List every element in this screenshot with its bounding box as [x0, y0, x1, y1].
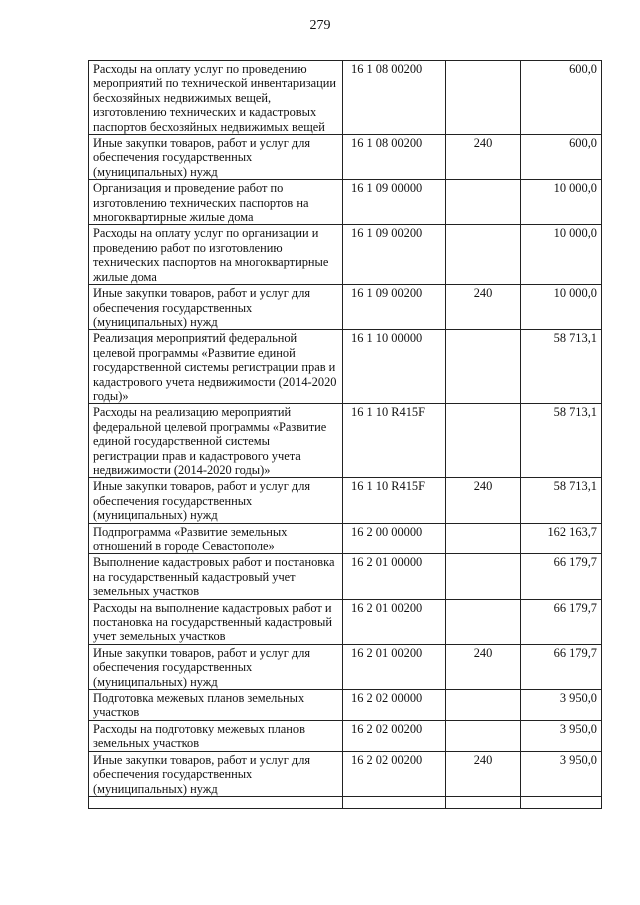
expense-type-cell [446, 523, 521, 554]
table-row [89, 644, 602, 689]
target-article-cell: 16 2 01 00200 [343, 644, 446, 689]
expense-name-cell: Иные закупки товаров, работ и услуг для обеспечения государственных (муниципальных) нужд [89, 285, 343, 330]
table-row [89, 751, 602, 796]
empty-cell [446, 796, 521, 808]
expense-name-cell: Иные закупки товаров, работ и услуг для обеспечения государственных (муниципальных) нужд [89, 751, 343, 796]
table-row [89, 180, 602, 225]
expense-name-cell: Расходы на оплату услуг по проведению мероприятий по технической инвентаризации бесхозяйных недвижимых вещей, изготовлению технических и кадастровых паспортов бесхозяйных недвижимых вещей [89, 61, 343, 135]
amount-cell: 10 000,0 [521, 285, 602, 330]
amount-cell: 58 713,1 [521, 330, 602, 404]
target-article-cell: 16 1 10 R415F [343, 478, 446, 523]
page-number: 279 [309, 18, 331, 33]
expense-type-cell [446, 690, 521, 721]
expense-type-cell [446, 554, 521, 599]
amount-cell: 3 950,0 [521, 751, 602, 796]
empty-cell [89, 796, 343, 808]
budget-table [88, 60, 602, 809]
table-row [89, 523, 602, 554]
amount-cell: 66 179,7 [521, 599, 602, 644]
expense-name-cell: Подпрограмма «Развитие земельных отношений в городе Севастополе» [89, 523, 343, 554]
empty-cell [343, 796, 446, 808]
target-article-cell: 16 1 08 00200 [343, 61, 446, 135]
empty-cell [521, 796, 602, 808]
table-row [89, 225, 602, 285]
amount-cell: 600,0 [521, 61, 602, 135]
expense-type-cell: 240 [446, 285, 521, 330]
target-article-cell: 16 1 09 00000 [343, 180, 446, 225]
expense-name-cell: Иные закупки товаров, работ и услуг для обеспечения государственных (муниципальных) нужд [89, 478, 343, 523]
expense-type-cell [446, 225, 521, 285]
target-article-cell: 16 2 02 00200 [343, 720, 446, 751]
target-article-cell: 16 1 08 00200 [343, 135, 446, 180]
expense-type-cell: 240 [446, 135, 521, 180]
table-continuation-row [89, 796, 602, 808]
table-row [89, 690, 602, 721]
expense-name-cell: Реализация мероприятий федеральной целевой программы «Развитие единой государственной системы регистрации прав и кадастрового учета недвижимости (2014-2020 годы)» [89, 330, 343, 404]
budget-table-body [89, 61, 602, 809]
expense-name-cell: Расходы на реализацию мероприятий федеральной целевой программы «Развитие единой государственной системы регистрации прав и кадастрового учета недвижимости (2014-2020 годы)» [89, 404, 343, 478]
expense-type-cell: 240 [446, 751, 521, 796]
expense-type-cell [446, 720, 521, 751]
target-article-cell: 16 1 10 R415F [343, 404, 446, 478]
table-row [89, 720, 602, 751]
table-row [89, 554, 602, 599]
amount-cell: 600,0 [521, 135, 602, 180]
amount-cell: 3 950,0 [521, 720, 602, 751]
expense-type-cell [446, 404, 521, 478]
expense-name-cell: Расходы на оплату услуг по организации и проведению работ по изготовлению технических паспортов на многоквартирные жилые дома [89, 225, 343, 285]
expense-name-cell: Расходы на выполнение кадастровых работ и постановка на государственный кадастровый учет земельных участков [89, 599, 343, 644]
expense-type-cell [446, 180, 521, 225]
expense-name-cell: Расходы на подготовку межевых планов земельных участков [89, 720, 343, 751]
amount-cell: 10 000,0 [521, 180, 602, 225]
expense-name-cell: Организация и проведение работ по изготовлению технических паспортов на многоквартирные жилые дома [89, 180, 343, 225]
table-row [89, 285, 602, 330]
table-row [89, 404, 602, 478]
amount-cell: 66 179,7 [521, 554, 602, 599]
table-row [89, 478, 602, 523]
table-row [89, 135, 602, 180]
target-article-cell: 16 1 09 00200 [343, 225, 446, 285]
target-article-cell: 16 2 01 00000 [343, 554, 446, 599]
expense-type-cell [446, 599, 521, 644]
amount-cell: 66 179,7 [521, 644, 602, 689]
amount-cell: 162 163,7 [521, 523, 602, 554]
expense-name-cell: Выполнение кадастровых работ и постановка на государственный кадастровый учет земельных участков [89, 554, 343, 599]
amount-cell: 58 713,1 [521, 404, 602, 478]
expense-name-cell: Иные закупки товаров, работ и услуг для обеспечения государственных (муниципальных) нужд [89, 644, 343, 689]
target-article-cell: 16 2 02 00200 [343, 751, 446, 796]
amount-cell: 3 950,0 [521, 690, 602, 721]
expense-type-cell [446, 330, 521, 404]
target-article-cell: 16 2 01 00200 [343, 599, 446, 644]
target-article-cell: 16 2 00 00000 [343, 523, 446, 554]
table-row [89, 330, 602, 404]
target-article-cell: 16 1 10 00000 [343, 330, 446, 404]
expense-type-cell: 240 [446, 478, 521, 523]
target-article-cell: 16 1 09 00200 [343, 285, 446, 330]
target-article-cell: 16 2 02 00000 [343, 690, 446, 721]
expense-type-cell [446, 61, 521, 135]
amount-cell: 58 713,1 [521, 478, 602, 523]
amount-cell: 10 000,0 [521, 225, 602, 285]
expense-name-cell: Иные закупки товаров, работ и услуг для обеспечения государственных (муниципальных) нужд [89, 135, 343, 180]
table-row [89, 599, 602, 644]
table-row [89, 61, 602, 135]
expense-name-cell: Подготовка межевых планов земельных участков [89, 690, 343, 721]
expense-type-cell: 240 [446, 644, 521, 689]
